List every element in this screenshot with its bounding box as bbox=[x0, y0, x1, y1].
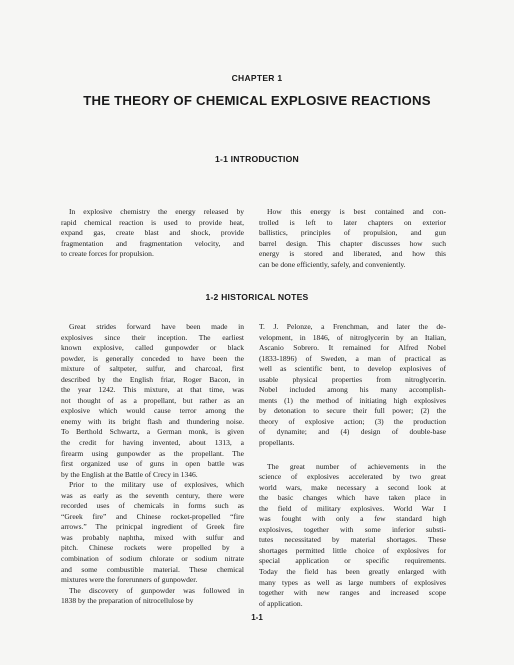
text-line: The great number of achievements in the bbox=[267, 461, 446, 471]
text-line: of dynamite; and (4) design of double-base bbox=[259, 427, 446, 437]
text-line: To Berthold Schwartz, a German monk, is given bbox=[61, 427, 244, 437]
text-line: science of explosives accelerated by two great bbox=[259, 472, 446, 482]
text-line: energy is stored and liberated, and how this bbox=[259, 249, 446, 259]
text-line: recorded uses of chemicals in forms such as bbox=[61, 501, 244, 511]
history-column-left bbox=[61, 322, 244, 607]
paragraph-gap bbox=[259, 449, 446, 462]
text-line: explosive which would cause terror among the bbox=[61, 406, 244, 416]
text-line: shortages permitted little choice of explosives for bbox=[259, 545, 446, 555]
text-line: fragmentation and fragmentation velocity, and bbox=[61, 238, 244, 248]
text-line: Great strides forward have been made in bbox=[69, 322, 244, 331]
text-line: mixtures were the forerunners of gunpowder. bbox=[61, 575, 198, 585]
intro-column-left bbox=[61, 207, 244, 260]
text-line: the basic changes which have taken place in bbox=[259, 493, 446, 503]
text-line: rapid chemical reaction is used to provide heat, bbox=[61, 217, 244, 227]
text-line: usable physical properties from nitroglycerin. bbox=[259, 374, 446, 384]
text-line: Nobel included among his many accomplish- bbox=[259, 385, 446, 395]
text-line: velopment, in 1846, of nitroglycerin by an Italian, bbox=[259, 332, 446, 342]
chapter-label: CHAPTER 1 bbox=[231, 73, 283, 83]
text-line: tutes necessitated by material shortages. These bbox=[259, 535, 446, 545]
text-line: Prior to the military use of explosives, which bbox=[69, 480, 244, 490]
text-line: In explosive chemistry the energy released by bbox=[69, 207, 244, 216]
text-line: Today the field has been greatly enlarged with bbox=[259, 567, 446, 577]
text-line: described by the English friar, Roger Bacon, in bbox=[61, 374, 244, 384]
text-line: was as early as the seventh century, there were bbox=[61, 490, 244, 500]
text-line: expand gas, create blast and shock, provide bbox=[61, 228, 244, 238]
text-line: The discovery of gunpowder was followed in bbox=[69, 585, 244, 595]
text-line: known explosive, called gunpowder or black bbox=[61, 343, 244, 353]
text-line: of application. bbox=[259, 598, 303, 608]
intro-column-right bbox=[259, 207, 446, 270]
section-heading-introduction: 1-1 INTRODUCTION bbox=[215, 154, 299, 164]
text-line: “Greek fire” and Chinese rocket-propelled “fire bbox=[61, 511, 244, 521]
text-line: well as scientific bent, to develop explosives of bbox=[259, 364, 446, 374]
text-line: propellants. bbox=[259, 438, 295, 448]
text-line: combination of sodium chlorate or sodium nitrate bbox=[61, 554, 244, 564]
text-line: trolled is left to later chapters on exterior bbox=[259, 217, 446, 227]
page-number: 1-1 bbox=[251, 613, 263, 622]
text-line: mixture of saltpeter, sulfur, and charcoal, first bbox=[61, 364, 244, 374]
text-line: many types as well as large numbers of explosives bbox=[259, 577, 446, 587]
text-line: was fought with only a few standard high bbox=[259, 514, 446, 524]
text-line: the credit for having invented, about 1313, a bbox=[61, 438, 244, 448]
text-line: together with new ranges and increased scope bbox=[259, 588, 446, 598]
text-line: How this energy is best contained and con- bbox=[267, 207, 446, 216]
text-line: world wars, make necessary a second look at bbox=[259, 482, 446, 492]
text-line: firearm using gunpowder as the propellant. The bbox=[61, 448, 244, 458]
text-line: arrows.” The prinicpal ingredient of Greek fire bbox=[61, 522, 244, 532]
text-line: ments (1) the method of initiating high explosives bbox=[259, 395, 446, 405]
text-line: Ascanio Sobrero. It remained for Alfred Nobel bbox=[259, 343, 446, 353]
text-line: T. J. Pelonze, a Frenchman, and later the de- bbox=[259, 322, 446, 331]
text-line: by the English at the Battle of Crecy in 1346. bbox=[61, 469, 198, 479]
text-line: and some combustible material. These chemical bbox=[61, 564, 244, 574]
text-line: was probably naphtha, mixed with sulfur and bbox=[61, 532, 244, 542]
text-line: to create forces for propulsion. bbox=[61, 249, 154, 259]
text-line: first organized use of guns in open battle was bbox=[61, 459, 244, 469]
text-line: the year 1242. This mixture, at that time, was bbox=[61, 385, 244, 395]
text-line: powder, is generally conceded to have been the bbox=[61, 353, 244, 363]
text-line: ballistics, principles of propulsion, and gun bbox=[259, 228, 446, 238]
history-column-right bbox=[259, 322, 446, 609]
text-line: the field of military explosives. World War I bbox=[259, 503, 446, 513]
text-line: can be done efficiently, safely, and conveniently. bbox=[259, 259, 406, 269]
text-line: 1838 by the preparation of nitrocellulose by bbox=[61, 596, 194, 606]
text-line: pitch. Chinese rockets were propelled by a bbox=[61, 543, 244, 553]
text-line: not thought of as a propellant, but rather as an bbox=[61, 395, 244, 405]
text-line: special application or specific requirements. bbox=[259, 556, 446, 566]
text-line: theory of explosive action; (3) the production bbox=[259, 416, 446, 426]
text-line: explosives since their inception. The earliest bbox=[61, 332, 244, 342]
text-line: explosives, together with some inferior substi- bbox=[259, 524, 446, 534]
section-heading-historical-notes: 1-2 HISTORICAL NOTES bbox=[205, 292, 309, 302]
text-line: barrel design. This chapter discusses how such bbox=[259, 238, 446, 248]
text-line: enemy with its bright flash and thundering noise. bbox=[61, 416, 244, 426]
text-line: by detonation to secure their full power; (2) the bbox=[259, 406, 446, 416]
text-line: (1833-1896) of Sweden, a man of practical as bbox=[259, 353, 446, 363]
chapter-title: THE THEORY OF CHEMICAL EXPLOSIVE REACTIONS bbox=[83, 93, 431, 108]
